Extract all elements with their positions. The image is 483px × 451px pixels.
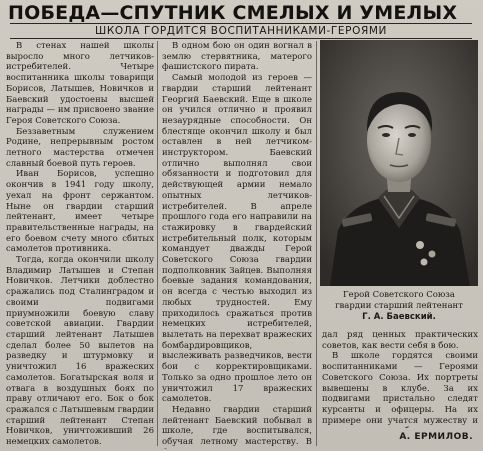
caption-name: Г. А. Баевский. [362, 312, 436, 322]
paragraph: дал ряд ценных практических советов, как вести себя в бою. [322, 330, 478, 351]
caption-line: Герой Советского Союза [343, 290, 455, 300]
paragraph: Беззаветным служением Родине, непрерывным ростом летного мастерства отмечен славный боевой путь героев. [6, 126, 154, 169]
article-column-2 [162, 41, 312, 449]
paragraph: В школе гордятся своими воспитанниками — Героями Советского Союза. Их портреты вывешены в клубе. За их подвигами пристально следят курсанты и офицеры. На их примере они учатся мужеству и [322, 351, 478, 426]
paragraph: Недавно гвардии старший лейтенант Баевский побывал в школе, где воспитывался, обучая летному мастерству. В [162, 404, 312, 448]
article-column-1 [6, 41, 154, 449]
paragraph: Самый молодой из героев — гвардии старший лейтенант Георгий Баевский. Еще в школе он учился отлично и проявил незаурядные способности. Он блестяще окончил школу и был оставлен в ней летчиком-инструктором. Баевский отлично выполнял свои обязанности и подготовил для действующей армии немало опытных летчиков-истребителей. В апреле прошлого года его направили на стажировку в гвардейский истребительный полк, которым командует дважды Герой Советского Союза гвардии подполковник Зайцев. Выполняя боевые задания командования, он всегда с честью выходил из любых трудностей. Ему приходилось сражаться против немецких истребителей, вылетать на перехват вражеских бомбардировщиков, выслеживать разведчиков, вести бои с корректировщиками. Только за одно прошлое лето он уничтожил 17 вражеских самолетов. [162, 73, 312, 405]
author-signature: А. ЕРМИЛОВ. [399, 432, 473, 442]
column-divider [157, 41, 158, 446]
column-divider [316, 41, 317, 446]
paragraph: В одном бою он один вогнал в землю стервятника, матерого фашистского пирата. [162, 41, 312, 73]
paragraph: В стенах нашей школы выросло много летчиков-истребителей. Четыре воспитанника школы товарищи Борисов, Латышев, Новичков и Баевский удостоены высшей награды — им присвоено звание Героя Советского Союза. [6, 41, 154, 126]
photo-caption [320, 290, 478, 323]
portrait-photo [320, 40, 478, 286]
caption-line: гвардии старший лейтенант [335, 301, 463, 311]
portrait-image [320, 40, 478, 286]
paragraph: Тогда, когда окончили школу Владимир Латышев и Степан Новичков. Летчики доблестно сражались под Сталинградом и своими подвигами приумножили боевую славу советской авиации. Гвардии старший лейтенант Латышев сделал более 50 вылетов на разведку и штурмовку и уничтожил 16 вражеских самолетов. Богатырская воля и отвага в воздушных боях по праву отличают его. Бок о бок сражался с Латышевым гвардии старший лейтенант Степан Новичков, уничтоживший 26 немецких самолетов. [6, 255, 154, 448]
article-column-3 [322, 330, 478, 428]
headline: ПОБЕДА—СПУТНИК СМЕЛЫХ И УМЕЛЫХ [8, 2, 458, 24]
paragraph: Иван Борисов, успешно окончив в 1941 году школу, уехал на фронт сержантом. Ныне он гвардии старший лейтенант, имеет четыре правительственные награды, на его боевом счету много сбитых самолетов противника. [6, 169, 154, 255]
subheadline: ШКОЛА ГОРДИТСЯ ВОСПИТАННИКАМИ-ГЕРОЯМИ [10, 23, 472, 39]
